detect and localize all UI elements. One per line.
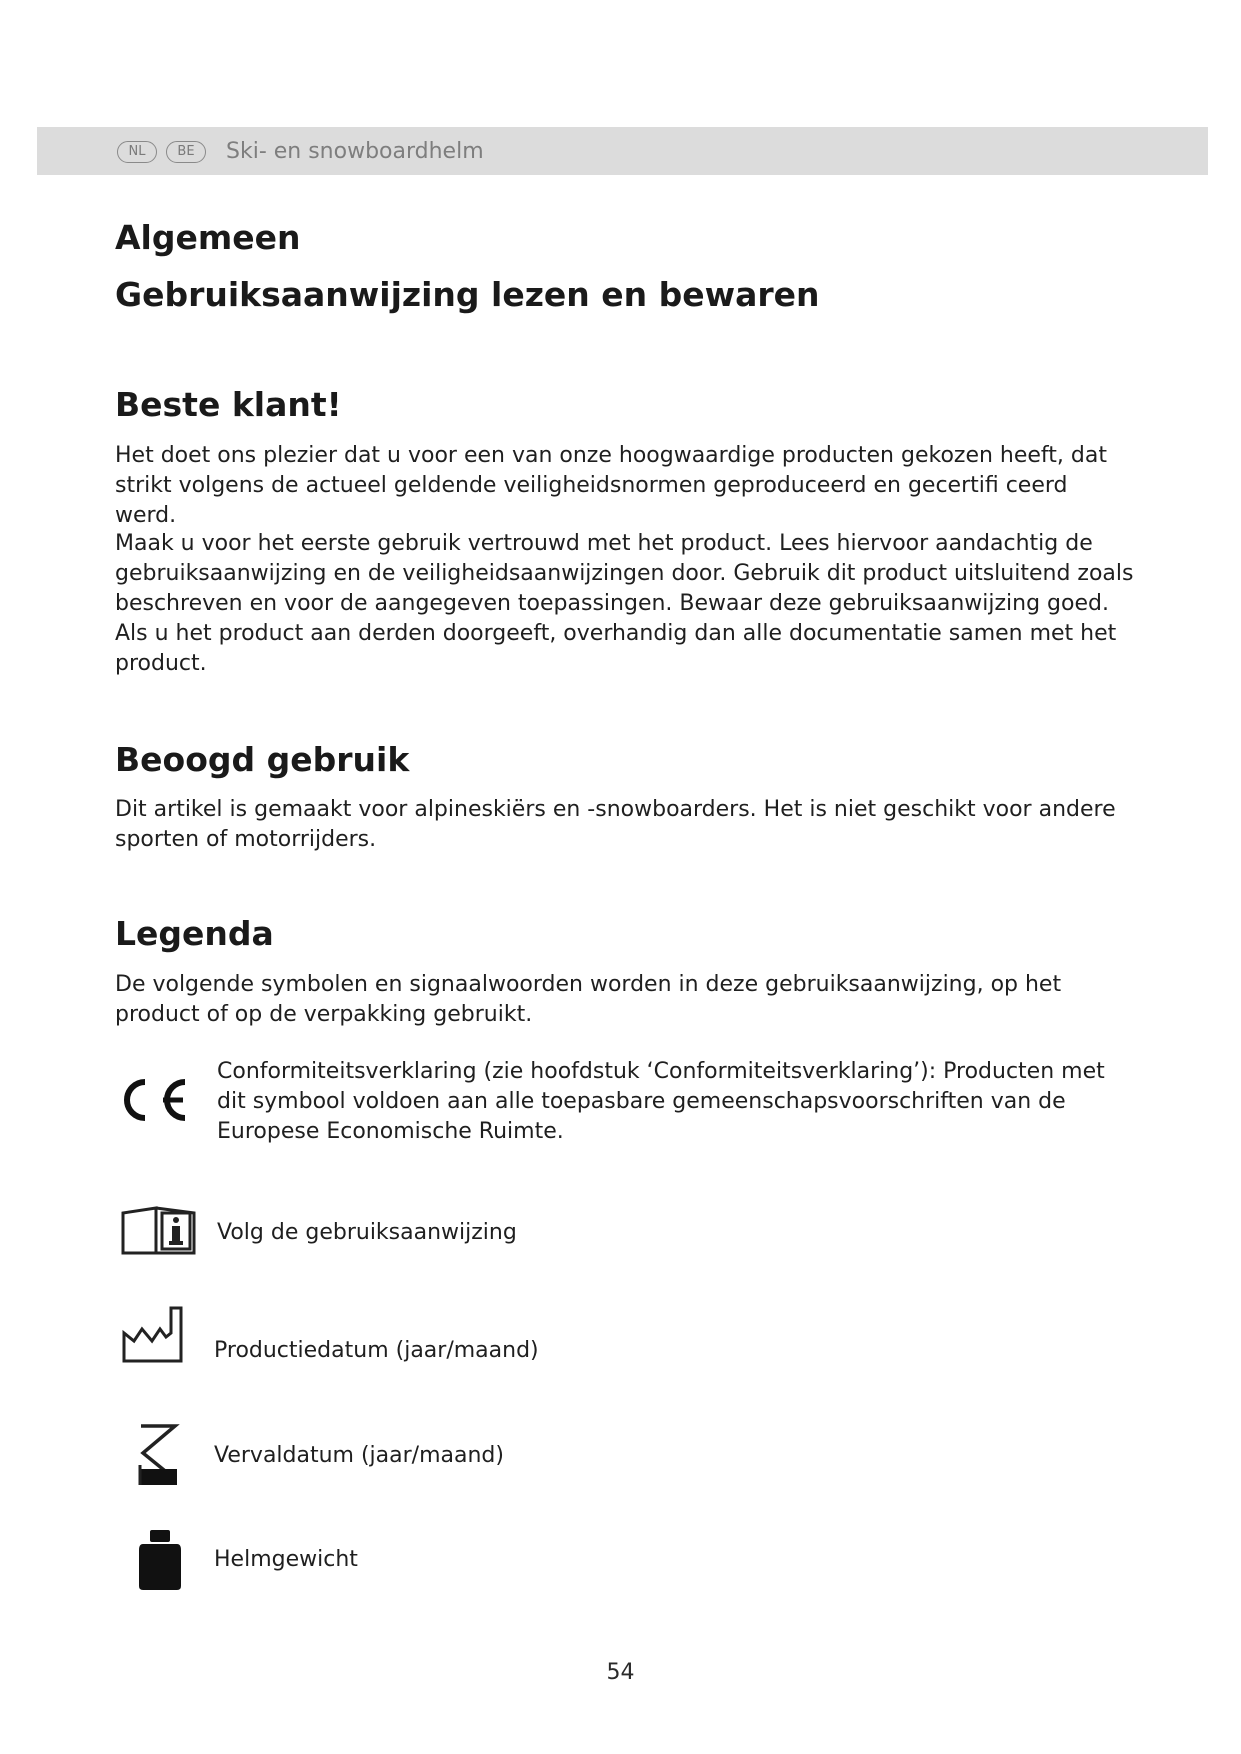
language-badge-nl: NL bbox=[117, 141, 157, 163]
hourglass-icon bbox=[135, 1423, 185, 1487]
legend-text-manual: Volg de gebruiksaanwijzing bbox=[217, 1220, 517, 1245]
legend-text-expiry-date: Vervaldatum (jaar/maand) bbox=[214, 1443, 504, 1468]
manual-book-icon bbox=[120, 1205, 198, 1257]
heading-read-keep: Gebruiksaanwijzing lezen en bewaren bbox=[115, 275, 820, 314]
header-title: Ski- en snowboardhelm bbox=[226, 139, 484, 164]
heading-intended-use: Beoogd gebruik bbox=[115, 740, 410, 779]
legend-text-helmet-weight: Helmgewicht bbox=[214, 1547, 358, 1572]
language-badge-be: BE bbox=[166, 141, 206, 163]
heading-dear-customer: Beste klant! bbox=[115, 385, 342, 424]
heading-general: Algemeen bbox=[115, 218, 301, 257]
legend-text-production-date: Productiedatum (jaar/maand) bbox=[214, 1338, 539, 1363]
heading-legend: Legenda bbox=[115, 914, 274, 953]
paragraph-legend-intro: De volgende symbolen en signaalwoorden worden in deze gebruiksaanwijzing, op het product of op de verpakking gebruikt. bbox=[115, 972, 1062, 1027]
paragraph-welcome: Het doet ons plezier dat u voor een van onze hoogwaardige producten gekozen heeft, dat strikt volgens de actueel geldende veiligheidsnormen geproduceerd en gecertifi ceerd werd. bbox=[115, 443, 1107, 528]
weight-icon bbox=[137, 1528, 183, 1592]
paragraph-familiarize: Maak u voor het eerste gebruik vertrouwd met het product. Lees hiervoor aandachtig de gebruiksaanwijzing en de veiligheidsaanwijzingen door. Gebruik dit product uitsluitend zoals beschreven en voor de aangegeven toepassingen. Bewaar deze gebruiksaanwijzing goed. Als u het product aan derden doorgeeft, overhandig dan alle documentatie samen met het product. bbox=[115, 531, 1134, 676]
paragraph-intended-use: Dit artikel is gemaakt voor alpineskiërs en -snowboarders. Het is niet geschikt voor andere sporten of motorrijders. bbox=[115, 797, 1116, 852]
legend-text-ce: Conformiteitsverklaring (zie hoofdstuk ‘Conformiteitsverklaring’): Producten met dit symbool voldoen aan alle toepasbare gemeenschapsvoorschriften van de Europese Economische Ruimte. bbox=[217, 1059, 1105, 1144]
page-number: 54 bbox=[606, 1660, 635, 1685]
factory-icon bbox=[121, 1305, 187, 1363]
ce-mark-icon bbox=[113, 1070, 193, 1130]
header-bar bbox=[37, 127, 1208, 175]
